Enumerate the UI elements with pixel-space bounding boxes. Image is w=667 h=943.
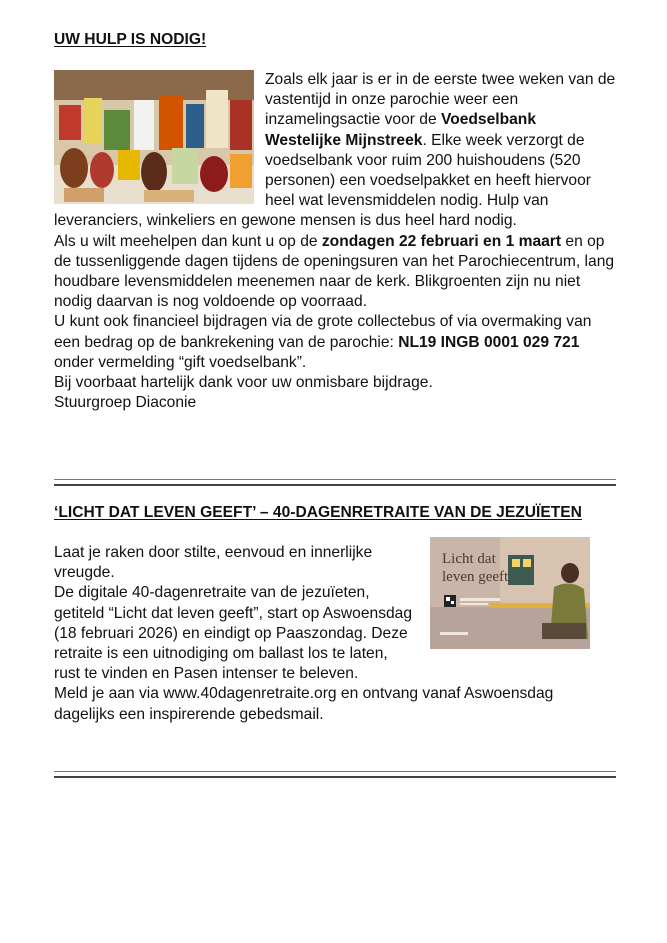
food-bank-dates-paragraph: Als u wilt meehelpen dan kunt u op de zondagen 22 februari en 1 maart en op de tussenliggende dagen tijdens de openingsuren van het Parochiecentrum, lang houdbare levensmiddelen meenemen naar de kerk. Blikgroenten zijn nu niet nodig daarvan is nog voldoende op voorraad. bbox=[54, 232, 615, 311]
food-bank-signature: Stuurgroep Diaconie bbox=[54, 394, 197, 412]
food-bank-article bbox=[54, 70, 616, 413]
food-bank-donation-paragraph: U kunt ook financieel bijdragen via de grote collectebus of via overmaking van een bedrag op de bankrekening van de parochie: NL19 INGB 0001 029 721 onder vermelding “gift voedselbank”. bbox=[54, 313, 592, 371]
collection-dates: zondagen 22 februari en 1 maart bbox=[321, 232, 562, 250]
newsletter-page bbox=[54, 30, 616, 413]
bank-account-number: NL19 INGB 0001 029 721 bbox=[398, 333, 580, 351]
svg-text:Licht dat: Licht dat bbox=[442, 551, 496, 567]
svg-text:leven geeft: leven geeft bbox=[442, 569, 509, 585]
section-divider bbox=[54, 479, 616, 486]
food-donations-photo bbox=[54, 70, 254, 204]
food-bank-thanks: Bij voorbaat hartelijk dank voor uw onmisbare bijdrage. bbox=[54, 374, 433, 392]
retreat-section bbox=[54, 503, 616, 725]
section-heading-retreat: ‘LICHT DAT LEVEN GEEFT’ – 40-DAGENRETRAITE VAN DE JEZUÏETEN bbox=[54, 504, 582, 521]
retreat-intro: Laat je raken door stilte, eenvoud en innerlijke vreugde. bbox=[54, 544, 373, 582]
retreat-signup: Meld je aan via www.40dagenretraite.org en ontvang vanaf Aswoensdag dagelijks een inspirerende gebedsmail. bbox=[54, 685, 554, 723]
food-bank-name: Voedselbank Westelijke Mijnstreek bbox=[265, 111, 537, 149]
retreat-article bbox=[54, 543, 616, 725]
retreat-poster-image bbox=[430, 537, 590, 649]
retreat-description: De digitale 40-dagenretraite van de jezuïeten, getiteld “Licht dat leven geeft”, start op Aswoensdag (18 februari 2026) en eindigt op Paaszondag. Deze retraite is een uitnodiging om ballast los te laten, rust te vinden en Pasen intenser te beleven. bbox=[54, 584, 413, 683]
section-divider-bottom bbox=[54, 771, 616, 778]
food-bank-intro: Zoals elk jaar is er in de eerste twee weken van de vastentijd in onze parochie weer een inzamelingsactie voor de Voedselbank Westelijke Mijnstreek. Elke week verzorgt de voedselbank voor ruim 200 huishoudens (520 personen) een voedselpakket en heeft hiervoor heel wat levensmiddelen nodig. Hulp van leveranciers, winkeliers en gewone mensen is dus heel hard nodig. bbox=[54, 71, 616, 230]
section-heading-food-bank: UW HULP IS NODIG! bbox=[54, 31, 207, 48]
